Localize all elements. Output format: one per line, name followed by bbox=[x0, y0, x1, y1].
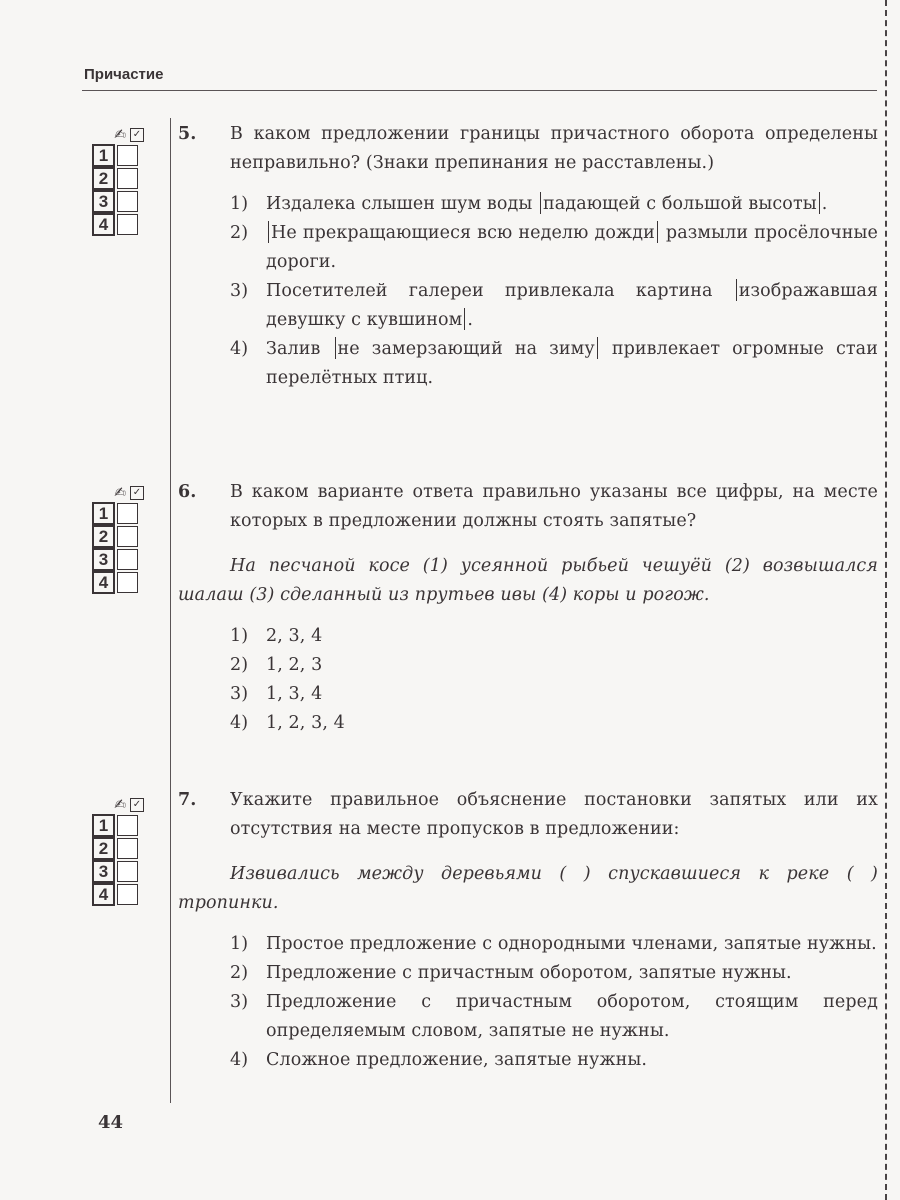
option-text: . bbox=[821, 194, 828, 214]
header-rule bbox=[82, 90, 877, 91]
option-2 bbox=[230, 219, 878, 277]
answer-checkbox-4[interactable] bbox=[117, 884, 138, 905]
boundary-marker bbox=[268, 221, 269, 243]
option-number: 4) bbox=[230, 713, 249, 733]
answer-checkbox-1[interactable] bbox=[117, 145, 138, 166]
grid-number: 3 bbox=[92, 190, 115, 213]
option-number: 2) bbox=[230, 655, 249, 675]
left-margin-rule bbox=[170, 118, 171, 1103]
option-number: 3) bbox=[230, 992, 249, 1012]
participle-phrase: падающей с большой высоты bbox=[543, 194, 817, 214]
answer-checkbox-3[interactable] bbox=[117, 861, 138, 882]
option-2 bbox=[230, 651, 878, 680]
example-sentence: На песчаной косе (1) усеянной рыбьей чешуёй (2) возвышался шалаш (3) сделанный из прутьев ивы (4) коры и рогож. bbox=[178, 556, 878, 605]
question-7 bbox=[178, 786, 878, 1075]
answer-checkbox-2[interactable] bbox=[117, 526, 138, 547]
question-text: В каком предложении границы причастного оборота определены неправильно? (Знаки препинания не расставлены.) bbox=[230, 124, 878, 173]
answer-checkbox-4[interactable] bbox=[117, 214, 138, 235]
pencil-icon: ✍ bbox=[114, 485, 126, 501]
option-4 bbox=[230, 709, 878, 738]
option-4 bbox=[230, 1046, 878, 1075]
section-title: Причастие bbox=[84, 66, 164, 83]
answer-checkbox-2[interactable] bbox=[117, 168, 138, 189]
option-number: 4) bbox=[230, 1050, 249, 1070]
option-text: Посетителей галереи привлекала картина bbox=[266, 281, 734, 301]
option-3 bbox=[230, 988, 878, 1046]
option-text: Предложение с причастным оборотом, запятые нужны. bbox=[266, 963, 792, 983]
answer-checkbox-1[interactable] bbox=[117, 815, 138, 836]
boundary-marker bbox=[597, 337, 598, 359]
option-text: размыли просёлочные дороги. bbox=[266, 223, 878, 272]
option-text: Издалека слышен шум воды bbox=[266, 194, 539, 214]
option-number: 2) bbox=[230, 963, 249, 983]
answer-checkbox-2[interactable] bbox=[117, 838, 138, 859]
boundary-marker bbox=[657, 221, 658, 243]
option-text: Предложение с причастным оборотом, стоящим перед определяемым словом, запятые не нужны. bbox=[266, 992, 878, 1041]
grid-number: 3 bbox=[92, 548, 115, 571]
option-number: 3) bbox=[230, 684, 249, 704]
question-text: В каком варианте ответа правильно указаны все цифры, на месте которых в предложении должны стоять запятые? bbox=[230, 482, 878, 531]
option-1 bbox=[230, 930, 878, 959]
grid-number: 1 bbox=[92, 814, 115, 837]
boundary-marker bbox=[540, 192, 541, 214]
question-6 bbox=[178, 478, 878, 738]
boundary-marker bbox=[819, 192, 820, 214]
answer-checkbox-3[interactable] bbox=[117, 191, 138, 212]
check-icon: ✓ bbox=[130, 128, 144, 142]
question-number: 5. bbox=[178, 124, 197, 144]
option-text: Простое предложение с однородными членами, запятые нужны. bbox=[266, 934, 877, 954]
option-text: 1, 2, 3, 4 bbox=[266, 713, 345, 733]
option-4 bbox=[230, 335, 878, 393]
option-text: привлекает огромные стаи перелётных птиц. bbox=[266, 339, 878, 388]
options-list bbox=[230, 930, 878, 1075]
question-text: Укажите правильное объяснение постановки запятых или их отсутствия на месте пропусков в предложении: bbox=[230, 790, 878, 839]
option-number: 4) bbox=[230, 339, 249, 359]
grid-number: 4 bbox=[92, 571, 115, 594]
grid-number: 4 bbox=[92, 883, 115, 906]
grid-number: 1 bbox=[92, 502, 115, 525]
boundary-marker bbox=[464, 308, 465, 330]
cut-line bbox=[885, 0, 887, 1200]
option-number: 3) bbox=[230, 281, 249, 301]
option-text: 2, 3, 4 bbox=[266, 626, 323, 646]
check-icon: ✓ bbox=[130, 486, 144, 500]
grid-number: 2 bbox=[92, 837, 115, 860]
participle-phrase: Не прекращающиеся всю неделю дожди bbox=[271, 223, 655, 243]
check-icon: ✓ bbox=[130, 798, 144, 812]
grid-number: 1 bbox=[92, 144, 115, 167]
option-text: Залив bbox=[266, 339, 333, 359]
options-list bbox=[230, 622, 878, 738]
page-number: 44 bbox=[98, 1112, 124, 1133]
answer-grid-q5 bbox=[92, 126, 146, 236]
option-number: 2) bbox=[230, 223, 249, 243]
option-number: 1) bbox=[230, 934, 249, 954]
option-2 bbox=[230, 959, 878, 988]
example-sentence: Извивались между деревьями ( ) спускавшиеся к реке ( ) тропинки. bbox=[178, 864, 878, 913]
grid-number: 3 bbox=[92, 860, 115, 883]
option-text: Сложное предложение, запятые нужны. bbox=[266, 1050, 648, 1070]
option-text: 1, 3, 4 bbox=[266, 684, 323, 704]
participle-phrase: не замерзающий на зиму bbox=[337, 339, 595, 359]
grid-number: 4 bbox=[92, 213, 115, 236]
option-number: 1) bbox=[230, 194, 249, 214]
answer-checkbox-4[interactable] bbox=[117, 572, 138, 593]
answer-checkbox-1[interactable] bbox=[117, 503, 138, 524]
grid-number: 2 bbox=[92, 525, 115, 548]
question-number: 6. bbox=[178, 482, 197, 502]
boundary-marker bbox=[736, 279, 737, 301]
question-5 bbox=[178, 120, 878, 393]
options-list bbox=[230, 190, 878, 393]
option-text: 1, 2, 3 bbox=[266, 655, 323, 675]
option-3 bbox=[230, 277, 878, 335]
option-1 bbox=[230, 190, 878, 219]
answer-grid-q6 bbox=[92, 484, 146, 594]
option-1 bbox=[230, 622, 878, 651]
answer-grid-q7 bbox=[92, 796, 146, 906]
question-number: 7. bbox=[178, 790, 197, 810]
option-number: 1) bbox=[230, 626, 249, 646]
option-3 bbox=[230, 680, 878, 709]
option-text: . bbox=[467, 310, 474, 330]
pencil-icon: ✍ bbox=[114, 797, 126, 813]
participle-phrase: изображавшая девушку с кувшином bbox=[266, 281, 878, 330]
grid-number: 2 bbox=[92, 167, 115, 190]
boundary-marker bbox=[335, 337, 336, 359]
answer-checkbox-3[interactable] bbox=[117, 549, 138, 570]
pencil-icon: ✍ bbox=[114, 127, 126, 143]
